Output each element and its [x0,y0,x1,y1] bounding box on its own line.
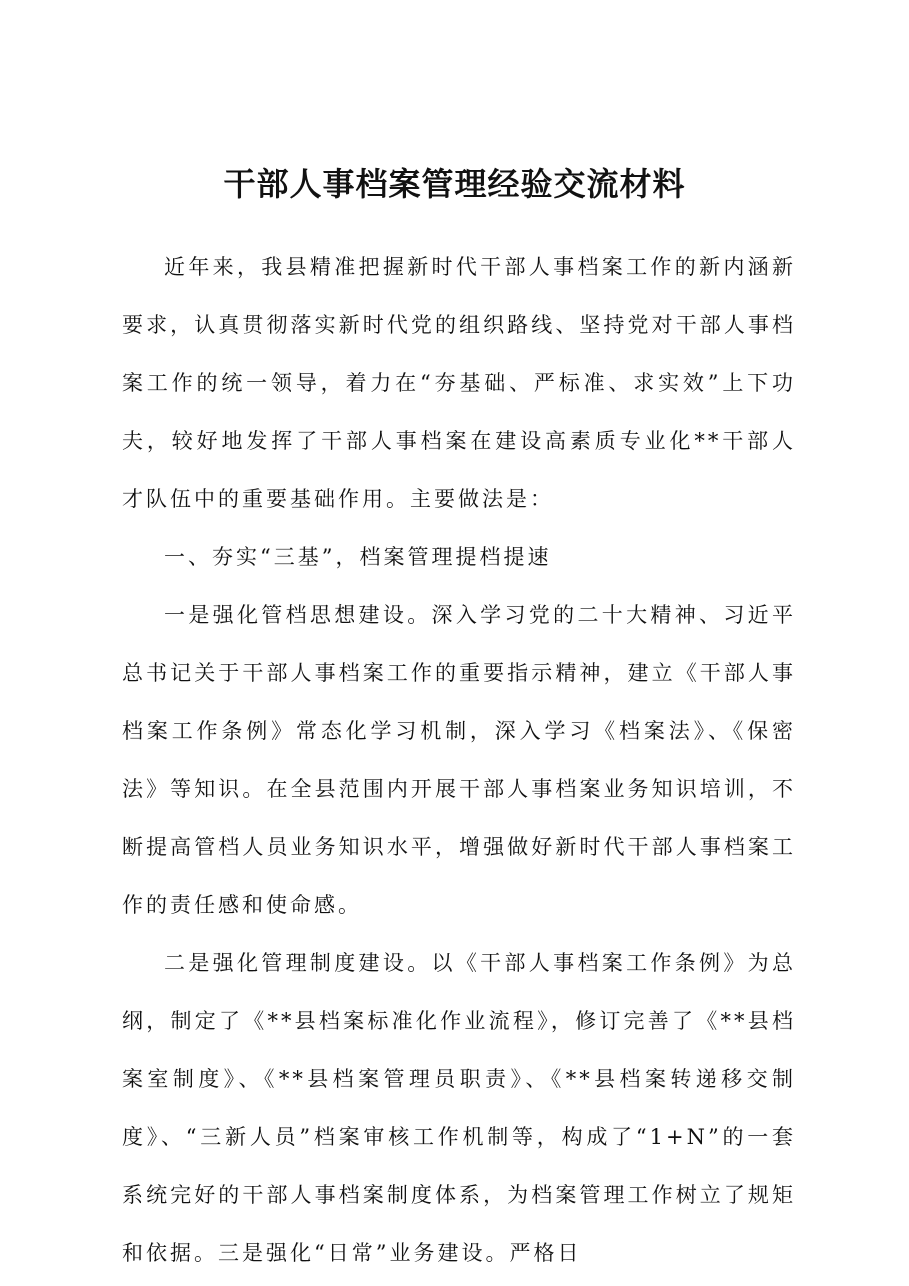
paragraph-intro: 近年来，我县精准把握新时代干部人事档案工作的新内涵新要求，认真贯彻落实新时代党的组织路线、坚持党对干部人事档案工作的统一领导，着力在“夯基础、严标准、求实效”上下功夫，较好地发挥了干部人事档案在建设高素质专业化**干部人才队伍中的重要基础作用。主要做法是： [122,255,796,511]
section-heading-1: 一、夯实“三基”，档案管理提档提速 [164,545,552,569]
paragraph-point-2: 二是强化管理制度建设。以《干部人事档案工作条例》为总纲，制定了《**县档案标准化作业流程》，修订完善了《**县档案室制度》、《**县档案管理员职责》、《**县档案转递移交制度》、“三新人员”档案审核工作机制等，构成了“1+N”的一套系统完好的干部人事档案制度体系，为档案管理工作树立了规矩和依据。三是强化“日常”业务建设。严格日 [122,951,796,1265]
paragraph-point-1: 一是强化管档思想建设。深入学习党的二十大精神、习近平总书记关于干部人事档案工作的重要指示精神，建立《干部人事档案工作条例》常态化学习机制，深入学习《档案法》、《保密法》等知识。在全县范围内开展干部人事档案业务知识培训，不断提高管档人员业务知识水平，增强做好新时代干部人事档案工作的责任感和使命感。 [122,603,796,917]
document-title: 干部人事档案管理经验交流材料 [223,165,686,203]
document-body [122,238,796,1282]
